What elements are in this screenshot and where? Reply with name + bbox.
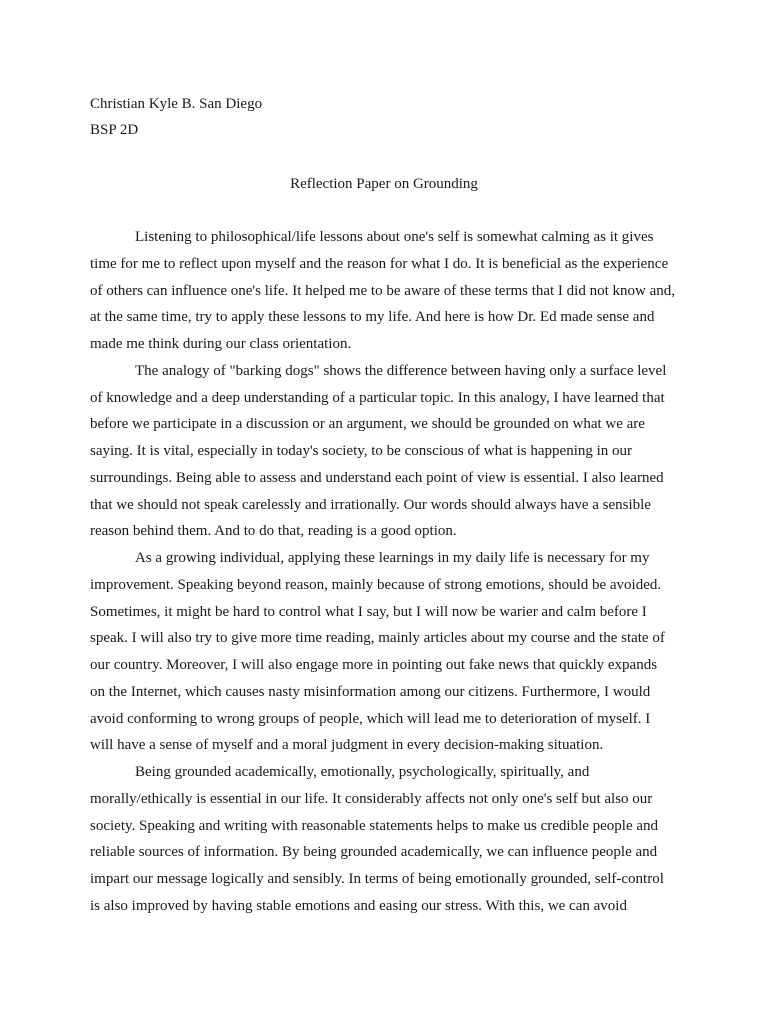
author-name: Christian Kyle B. San Diego [90,96,263,112]
text-line: impart our message logically and sensibly. In terms of being emotionally grounded, self-control [90,871,664,887]
paragraph [90,228,680,362]
text-line: saying. It is vital, especially in today's society, to be conscious of what is happening in our [90,443,633,459]
text-line: on the Internet, which causes nasty misinformation among our citizens. Furthermore, I would [90,683,651,700]
text-line: Listening to philosophical/life lessons about one's self is somewhat calming as it gives [135,229,654,245]
text-line: surroundings. Being able to assess and understand each point of view is essential. I also learned [90,469,664,486]
text-line: Being grounded academically, emotionally, psychologically, spiritually, and [135,764,590,780]
text-line: The analogy of "barking dogs" shows the difference between having only a surface level [135,362,667,379]
text-line: avoid conforming to wrong groups of people, which will lead me to deterioration of myself. I [90,710,651,727]
text-line: will have a sense of myself and a moral judgment in every decision-making situation. [90,737,604,754]
text-line: reason behind them. And to do that, reading is a good option. [90,523,457,540]
text-line: of knowledge and a deep understanding of a particular topic. In this analogy, I have learned that [90,389,665,406]
text-line: our country. Moreover, I will also engage more in pointing out fake news that quickly expands [90,657,658,673]
text-line: society. Speaking and writing with reasonable statements helps to make us credible people and [90,817,659,834]
text-line: is also improved by having stable emotions and easing our stress. With this, we can avoid [90,897,627,914]
text-line: Sometimes, it might be hard to control what I say, but I will now be warier and calm before I [90,603,647,620]
text-line: reliable sources of information. By being grounded academically, we can influence people and [90,844,658,861]
class-section: BSP 2D [90,122,139,138]
text-line: made me think during our class orientation. [90,336,352,352]
text-line: before we participate in a discussion or an argument, we should be grounded on what we are [90,416,645,433]
paper-body [90,228,680,924]
text-line: that we should not speak carelessly and irrationally. Our words should always have a sensible [90,496,651,513]
paper-title: Reflection Paper on Grounding [290,176,478,192]
text-line: of others can influence one's life. It helped me to be aware of these terms that I did not know and, [90,282,676,299]
paragraph [90,549,680,763]
text-line: speak. I will also try to give more time reading, mainly articles about my course and the state of [90,630,665,647]
text-line: at the same time, try to apply these lessons to my life. And here is how Dr. Ed made sense and [90,309,655,326]
text-line: time for me to reflect upon myself and the reason for what I do. It is beneficial as the experience [90,255,669,272]
text-line: improvement. Speaking beyond reason, mainly because of strong emotions, should be avoided. [90,576,662,593]
paragraph [90,763,680,924]
text-line: morally/ethically is essential in our life. It considerably affects not only one's self but also our [90,790,653,807]
text-line: As a growing individual, applying these learnings in my daily life is necessary for my [135,550,650,566]
paragraph [90,362,680,549]
